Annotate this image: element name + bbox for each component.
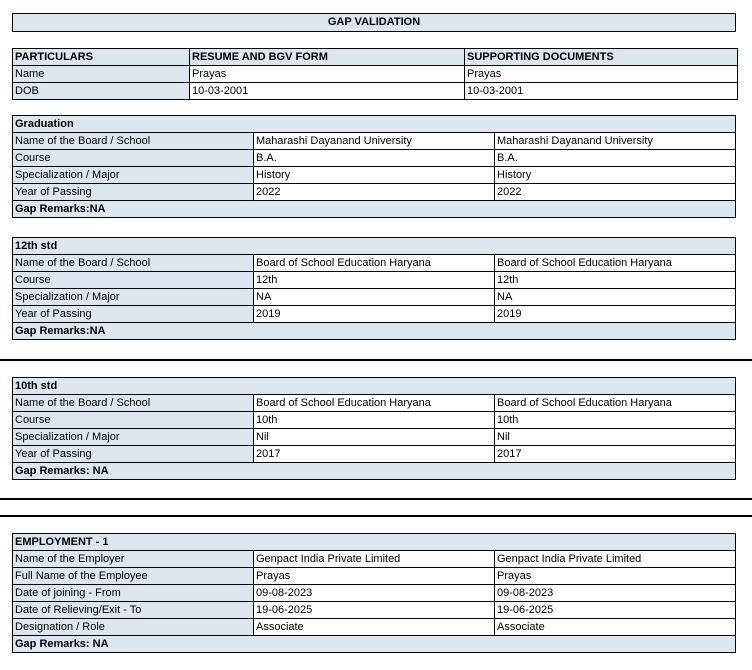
table-row (13, 395, 736, 412)
col-docs-header: SUPPORTING DOCUMENTS (465, 49, 738, 66)
docs-value: 10-03-2001 (465, 83, 738, 100)
docs-value: 2019 (495, 306, 736, 323)
gap-remarks-row (13, 636, 736, 653)
table-row (13, 66, 738, 83)
docs-value: NA (495, 289, 736, 306)
resume-value: Board of School Education Haryana (254, 395, 495, 412)
table-row (13, 255, 736, 272)
section-title: 10th std (13, 378, 736, 395)
docs-value: Board of School Education Haryana (495, 395, 736, 412)
row-label: Course (13, 272, 254, 289)
docs-value: Nil (495, 429, 736, 446)
table-row (13, 133, 736, 150)
gap-remarks-row (13, 201, 736, 218)
docs-value: 2022 (495, 184, 736, 201)
resume-value: 19-06-2025 (254, 602, 495, 619)
row-label: Specialization / Major (13, 289, 254, 306)
row-label: Designation / Role (13, 619, 254, 636)
row-label: Specialization / Major (13, 429, 254, 446)
table-row (13, 602, 736, 619)
section-title-row (13, 534, 736, 551)
gap-remarks: Gap Remarks: NA (13, 636, 736, 653)
resume-value: Nil (254, 429, 495, 446)
row-label: Specialization / Major (13, 167, 254, 184)
docs-value: 2017 (495, 446, 736, 463)
section-divider (0, 359, 752, 361)
table-row (13, 551, 736, 568)
section-divider (0, 498, 752, 500)
resume-value: 2019 (254, 306, 495, 323)
table-row (13, 585, 736, 602)
tenth-table (12, 377, 736, 480)
gap-remarks: Gap Remarks: NA (13, 463, 736, 480)
row-label: Course (13, 150, 254, 167)
column-header-row (13, 49, 738, 66)
resume-value: B.A. (254, 150, 495, 167)
table-row (13, 167, 736, 184)
col-resume-header: RESUME AND BGV FORM (190, 49, 465, 66)
table-row (13, 568, 736, 585)
section-title: 12th std (13, 238, 736, 255)
col-particulars-header: PARTICULARS (13, 49, 190, 66)
docs-value: B.A. (495, 150, 736, 167)
gap-remarks-row (13, 463, 736, 480)
resume-value: 2022 (254, 184, 495, 201)
table-row (13, 412, 736, 429)
table-row (13, 429, 736, 446)
resume-value: Associate (254, 619, 495, 636)
resume-value: 12th (254, 272, 495, 289)
resume-value: 10th (254, 412, 495, 429)
docs-value: Genpact India Private Limited (495, 551, 736, 568)
resume-value: 09-08-2023 (254, 585, 495, 602)
docs-value: 19-06-2025 (495, 602, 736, 619)
table-row (13, 150, 736, 167)
resume-value: Genpact India Private Limited (254, 551, 495, 568)
particulars-table (12, 48, 738, 100)
docs-value: 10th (495, 412, 736, 429)
resume-value: Board of School Education Haryana (254, 255, 495, 272)
row-label: Date of Relieving/Exit - To (13, 602, 254, 619)
table-row (13, 83, 738, 100)
table-row (13, 289, 736, 306)
section-divider (0, 515, 752, 517)
docs-value: Prayas (495, 568, 736, 585)
row-label: Name (13, 66, 190, 83)
gap-remarks-row (13, 323, 736, 340)
section-title-row (13, 116, 736, 133)
row-label: Full Name of the Employee (13, 568, 254, 585)
row-label: DOB (13, 83, 190, 100)
resume-value: History (254, 167, 495, 184)
row-label: Course (13, 412, 254, 429)
row-label: Year of Passing (13, 446, 254, 463)
resume-value: Prayas (190, 66, 465, 83)
row-label: Name of the Employer (13, 551, 254, 568)
employment-table (12, 533, 736, 653)
docs-value: Prayas (465, 66, 738, 83)
docs-value: History (495, 167, 736, 184)
page-title: GAP VALIDATION (12, 13, 736, 32)
row-label: Date of joining - From (13, 585, 254, 602)
resume-value: 2017 (254, 446, 495, 463)
table-row (13, 306, 736, 323)
twelfth-table (12, 237, 736, 340)
docs-value: 09-08-2023 (495, 585, 736, 602)
row-label: Year of Passing (13, 184, 254, 201)
table-row (13, 184, 736, 201)
row-label: Year of Passing (13, 306, 254, 323)
row-label: Name of the Board / School (13, 133, 254, 150)
docs-value: Board of School Education Haryana (495, 255, 736, 272)
resume-value: 10-03-2001 (190, 83, 465, 100)
resume-value: Maharashi Dayanand University (254, 133, 495, 150)
resume-value: NA (254, 289, 495, 306)
gap-remarks: Gap Remarks:NA (13, 323, 736, 340)
docs-value: Associate (495, 619, 736, 636)
section-title-row (13, 378, 736, 395)
docs-value: 12th (495, 272, 736, 289)
graduation-table (12, 115, 736, 218)
row-label: Name of the Board / School (13, 255, 254, 272)
row-label: Name of the Board / School (13, 395, 254, 412)
table-row (13, 619, 736, 636)
section-title-row (13, 238, 736, 255)
resume-value: Prayas (254, 568, 495, 585)
table-row (13, 272, 736, 289)
table-row (13, 446, 736, 463)
section-title: EMPLOYMENT - 1 (13, 534, 736, 551)
gap-remarks: Gap Remarks:NA (13, 201, 736, 218)
section-title: Graduation (13, 116, 736, 133)
docs-value: Maharashi Dayanand University (495, 133, 736, 150)
